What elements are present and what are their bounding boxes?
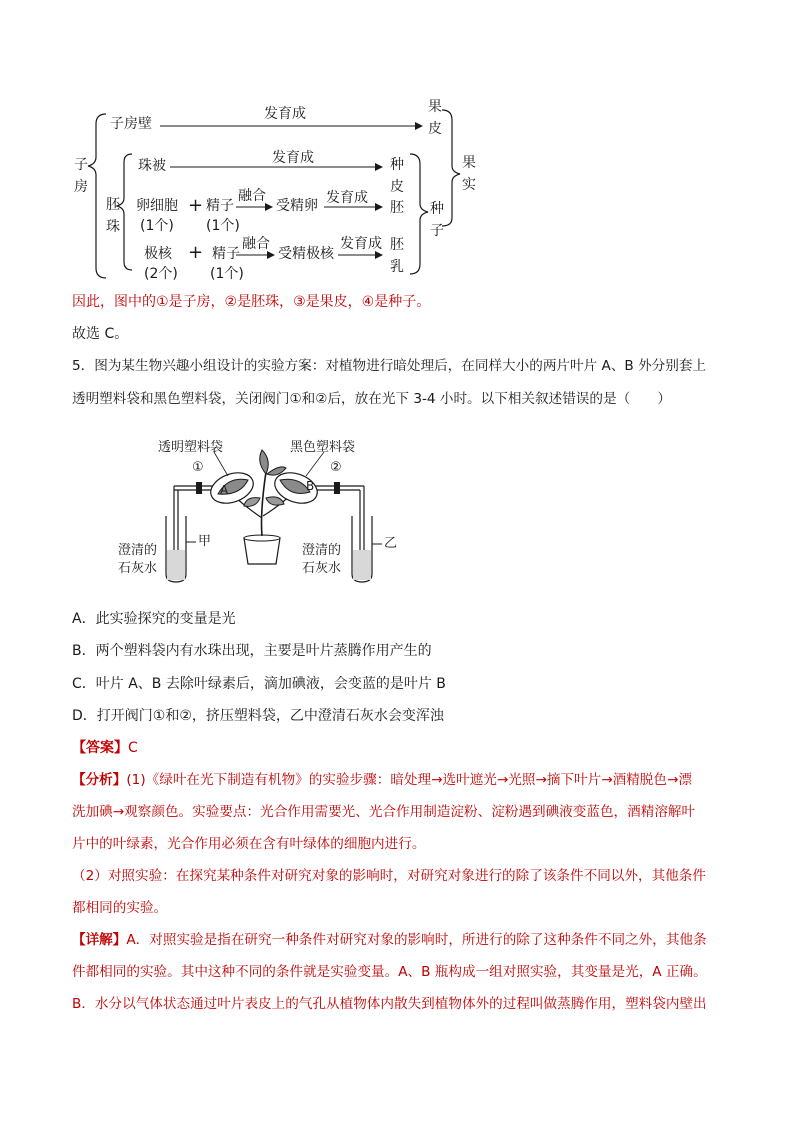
jia-label: 甲 — [198, 534, 212, 549]
ronghe-label-2: 融合 — [242, 236, 270, 252]
plus-sign-2: + — [188, 242, 204, 263]
development-diagram — [60, 92, 500, 282]
zifang-label: 子 房 — [74, 157, 88, 195]
zhongpi-label: 种 皮 — [390, 157, 404, 195]
shoujingluan-label: 受精卵 — [276, 198, 318, 214]
valve-2-label: ② — [330, 460, 342, 475]
leaf-a-label: A — [220, 483, 229, 497]
experiment-figure — [110, 432, 410, 592]
luanxibao-count: (1个) — [140, 218, 174, 234]
jingzi-label-1: 精子 — [206, 198, 234, 214]
option-a: A．此实验探究的变量是光 — [72, 611, 236, 627]
fayucheng-label-1: 发育成 — [264, 106, 306, 122]
transparent-bag-label: 透明塑料袋 — [158, 440, 224, 455]
question-line-1: 5．图为某生物兴趣小组设计的实验方案：对植物进行暗处理后，在同样大小的两片叶片 A、B 外分别套上 — [72, 358, 707, 374]
option-c: C．叶片 A、B 去除叶绿素后，滴加碘液，会变蓝的是叶片 B — [72, 676, 446, 692]
shoujingjihe-label: 受精极核 — [278, 246, 334, 262]
guoshi-label: 果 实 — [462, 155, 476, 193]
black-bag-label: 黑色塑料袋 — [290, 440, 356, 455]
fayucheng-label-2: 发育成 — [272, 150, 314, 166]
analysis-line-2: 洗加碘→观察颜色。实验要点：光合作用需要光、光合作用制造淀粉、淀粉遇到碘液变蓝色，酒精溶解叶 — [72, 804, 696, 820]
pei-label: 胚 — [390, 200, 404, 216]
choice-text: 故选 C。 — [72, 326, 129, 342]
option-b: B．两个塑料袋内有水珠出现，主要是叶片蒸腾作用产生的 — [72, 643, 432, 659]
answer-value: C — [128, 740, 138, 756]
answer-tag: 【答案】 — [72, 740, 128, 756]
jingzi-count-2: (1个) — [210, 266, 244, 282]
conclusion-text: 因此，图中的①是子房，②是胚珠，③是果皮，④是种子。 — [72, 294, 431, 310]
analysis-line-4: （2）对照实验：在探究某种条件对研究对象的影响时，对研究对象进行的除了该条件不同以外，其他条件 — [72, 868, 706, 884]
option-d: D．打开阀门①和②，挤压塑料袋，乙中澄清石灰水会变浑浊 — [72, 708, 444, 724]
zhongzi-label: 种 子 — [430, 201, 444, 239]
fayucheng-label-3: 发育成 — [326, 190, 368, 206]
jingzi-count-1: (1个) — [206, 218, 240, 234]
jihe-label: 极核 — [144, 246, 172, 262]
detail-line-2: 件都相同的实验。其中这种不同的条件就是实验变量。A、B 瓶构成一组对照实验，其变量是光，A 正确。 — [72, 964, 707, 980]
analysis-line-5: 都相同的实验。 — [72, 900, 168, 916]
answer-line — [72, 738, 138, 758]
fayucheng-label-4: 发育成 — [340, 236, 382, 252]
zhubei-label: 珠被 — [138, 158, 166, 174]
analysis-text-1: (1)《绿叶在光下制造有机物》的实验步骤：暗处理→选叶遮光→光照→摘下叶片→酒精脱色→漂 — [126, 772, 692, 788]
analysis-tag: 【分析】 — [72, 772, 127, 788]
question-line-2: 透明塑料袋和黑色塑料袋，关闭阀门①和②后，放在光下 3-4 小时。以下相关叙述错误的是（ ） — [72, 391, 671, 407]
analysis-line-3: 片中的叶绿素，光合作用必须在含有叶绿体的细胞内进行。 — [72, 836, 426, 852]
plus-sign-1: + — [188, 195, 204, 216]
leaf-b-label: B — [306, 479, 315, 493]
limewater-left-label: 澄清的 石灰水 — [118, 543, 158, 576]
limewater-right-label: 澄清的 石灰水 — [302, 543, 342, 576]
jingzi-label-2: 精子 — [212, 246, 240, 262]
luanxibao-label: 卵细胞 — [136, 198, 178, 214]
yi-label: 乙 — [384, 536, 398, 551]
zifangbi-label: 子房壁 — [110, 116, 152, 132]
guopi-label: 果 皮 — [428, 99, 442, 137]
detail-tag: 【详解】 — [72, 932, 127, 948]
analysis-line-1 — [72, 770, 692, 790]
detail-line-3: B．水分以气体状态通过叶片表皮上的气孔从植物体内散失到植物体外的过程叫做蒸腾作用，塑料袋内壁出 — [72, 996, 707, 1012]
peizhu-label: 胚 珠 — [106, 197, 120, 235]
detail-text-1: A．对照实验是指在研究一种条件对研究对象的影响时，所进行的除了这种条件不同之外，其他条 — [126, 932, 707, 948]
jihe-count: (2个) — [144, 266, 178, 282]
peiru-label: 胚 乳 — [390, 237, 404, 275]
detail-line-1 — [72, 930, 707, 950]
ronghe-label-1: 融合 — [238, 188, 266, 204]
valve-1-label: ① — [192, 460, 204, 475]
